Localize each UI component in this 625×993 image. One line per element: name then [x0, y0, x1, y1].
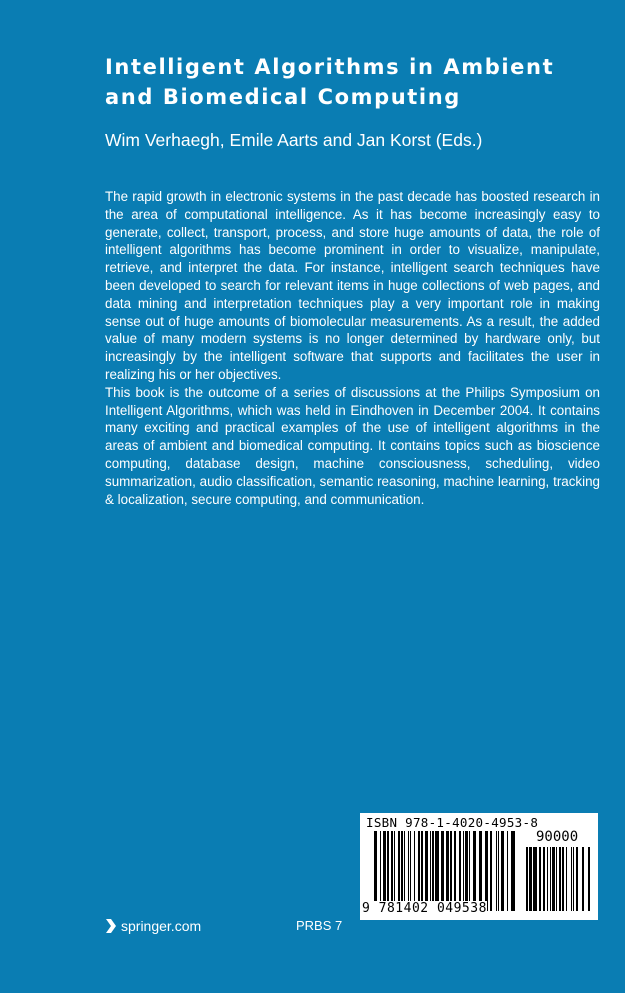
- barcode-bar: [556, 847, 557, 911]
- website-label: springer.com: [121, 918, 202, 934]
- barcode-bar: [533, 847, 537, 911]
- chevron-right-icon: [105, 918, 117, 934]
- barcode-bar: [576, 847, 578, 911]
- barcode-bar: [498, 831, 499, 911]
- barcode-bar: [430, 831, 431, 911]
- book-title-line-1: Intelligent Algorithms in Ambient: [105, 55, 555, 79]
- barcode-bar: [582, 847, 584, 911]
- book-title: [105, 52, 605, 112]
- barcode-bar: [414, 831, 415, 911]
- barcode-bar: [425, 831, 428, 911]
- description-paragraph-2: This book is the outcome of a series of discussions at the Philips Symposium on Intelligent Algorithms, which was held in Eindhoven in December 2004. It contains many exciting and practical examples of the use of intelligent algorithms in the areas of ambient and biomedical computing. It contains topics such as bioscience computing, database design, machine consciousness, scheduling, video summarization, audio classification, semantic reasoning, machine learning, tracking & localization, secure computing, and communication.: [105, 384, 600, 507]
- book-editors: Wim Verhaegh, Emile Aarts and Jan Korst (Eds.): [105, 130, 483, 150]
- barcode-bar: [571, 847, 572, 911]
- barcode-bar: [454, 831, 456, 911]
- barcode-bar: [566, 847, 567, 911]
- barcode-bar: [543, 847, 545, 911]
- price-addon-bars: [526, 847, 590, 911]
- book-description: [105, 188, 600, 508]
- barcode-bar: [380, 831, 381, 911]
- publisher-website: [105, 916, 201, 936]
- barcode-bar: [511, 831, 515, 911]
- barcode-bar: [459, 831, 461, 911]
- barcode-bar: [374, 831, 377, 911]
- barcode-bar: [446, 831, 449, 911]
- barcode-bar: [547, 847, 548, 911]
- barcode-bar: [387, 831, 389, 911]
- barcode-bar: [526, 847, 528, 911]
- barcode-bar: [465, 831, 468, 911]
- barcode-bar: [479, 831, 482, 911]
- barcode-bar: [383, 831, 386, 911]
- barcode-bar: [435, 831, 439, 911]
- description-paragraph-1: The rapid growth in electronic systems in the past decade has boosted research in the area of computational intelligence. As it has become increasingly easy to generate, collect, transport, process, and store huge amounts of data, the role of intelligent algorithms has become prominent in order to visualize, manipulate, retrieve, and interpret the data. For instance, intelligent search techniques have been developed to search for relevant items in huge collections of web pages, and data mining and interpretation techniques play a very important role in making sense out of huge amounts of biomolecular measurements. As a result, the added value of many modern systems is no longer determined by hardware only, but increasingly by the intelligent software that supports and facilitates the user in realizing his or her objectives.: [105, 189, 600, 382]
- ean-bars: [374, 831, 515, 911]
- barcode-bar: [441, 831, 444, 911]
- barcode-bar: [588, 847, 590, 911]
- barcode-bar: [550, 847, 551, 911]
- barcode-bar: [391, 831, 393, 911]
- barcode-bar: [404, 831, 405, 911]
- barcode-bar: [432, 831, 434, 911]
- barcode-bar: [496, 831, 497, 911]
- barcode-bar: [410, 831, 411, 911]
- barcode-bar: [559, 847, 561, 911]
- barcode-bar: [418, 831, 420, 911]
- barcode-bar: [469, 831, 470, 911]
- barcode-bar: [408, 831, 409, 911]
- barcode-bar: [490, 831, 492, 911]
- book-title-line-2: and Biomedical Computing: [105, 85, 461, 109]
- isbn-barcode: [360, 813, 598, 920]
- barcode-bar: [398, 831, 400, 911]
- barcode-bar: [562, 847, 564, 911]
- barcode-bar: [401, 831, 403, 911]
- price-code: 90000: [536, 829, 579, 845]
- barcode-digits: 9 781402 049538: [362, 901, 487, 916]
- barcode-bar: [485, 831, 488, 911]
- barcode-bar: [573, 847, 574, 911]
- barcode-bar: [463, 831, 464, 911]
- barcode-bar: [450, 831, 452, 911]
- barcode-bar: [473, 831, 476, 911]
- isbn-label: ISBN 978-1-4020-4953-8: [366, 815, 539, 830]
- series-code: PRBS 7: [296, 918, 343, 933]
- barcode-bar: [501, 831, 504, 911]
- barcode-bar: [394, 831, 395, 911]
- barcode-bar: [507, 831, 508, 911]
- barcode-bar: [421, 831, 423, 911]
- barcode-bar: [539, 847, 541, 911]
- barcode-bar: [552, 847, 555, 911]
- barcode-bar: [529, 847, 532, 911]
